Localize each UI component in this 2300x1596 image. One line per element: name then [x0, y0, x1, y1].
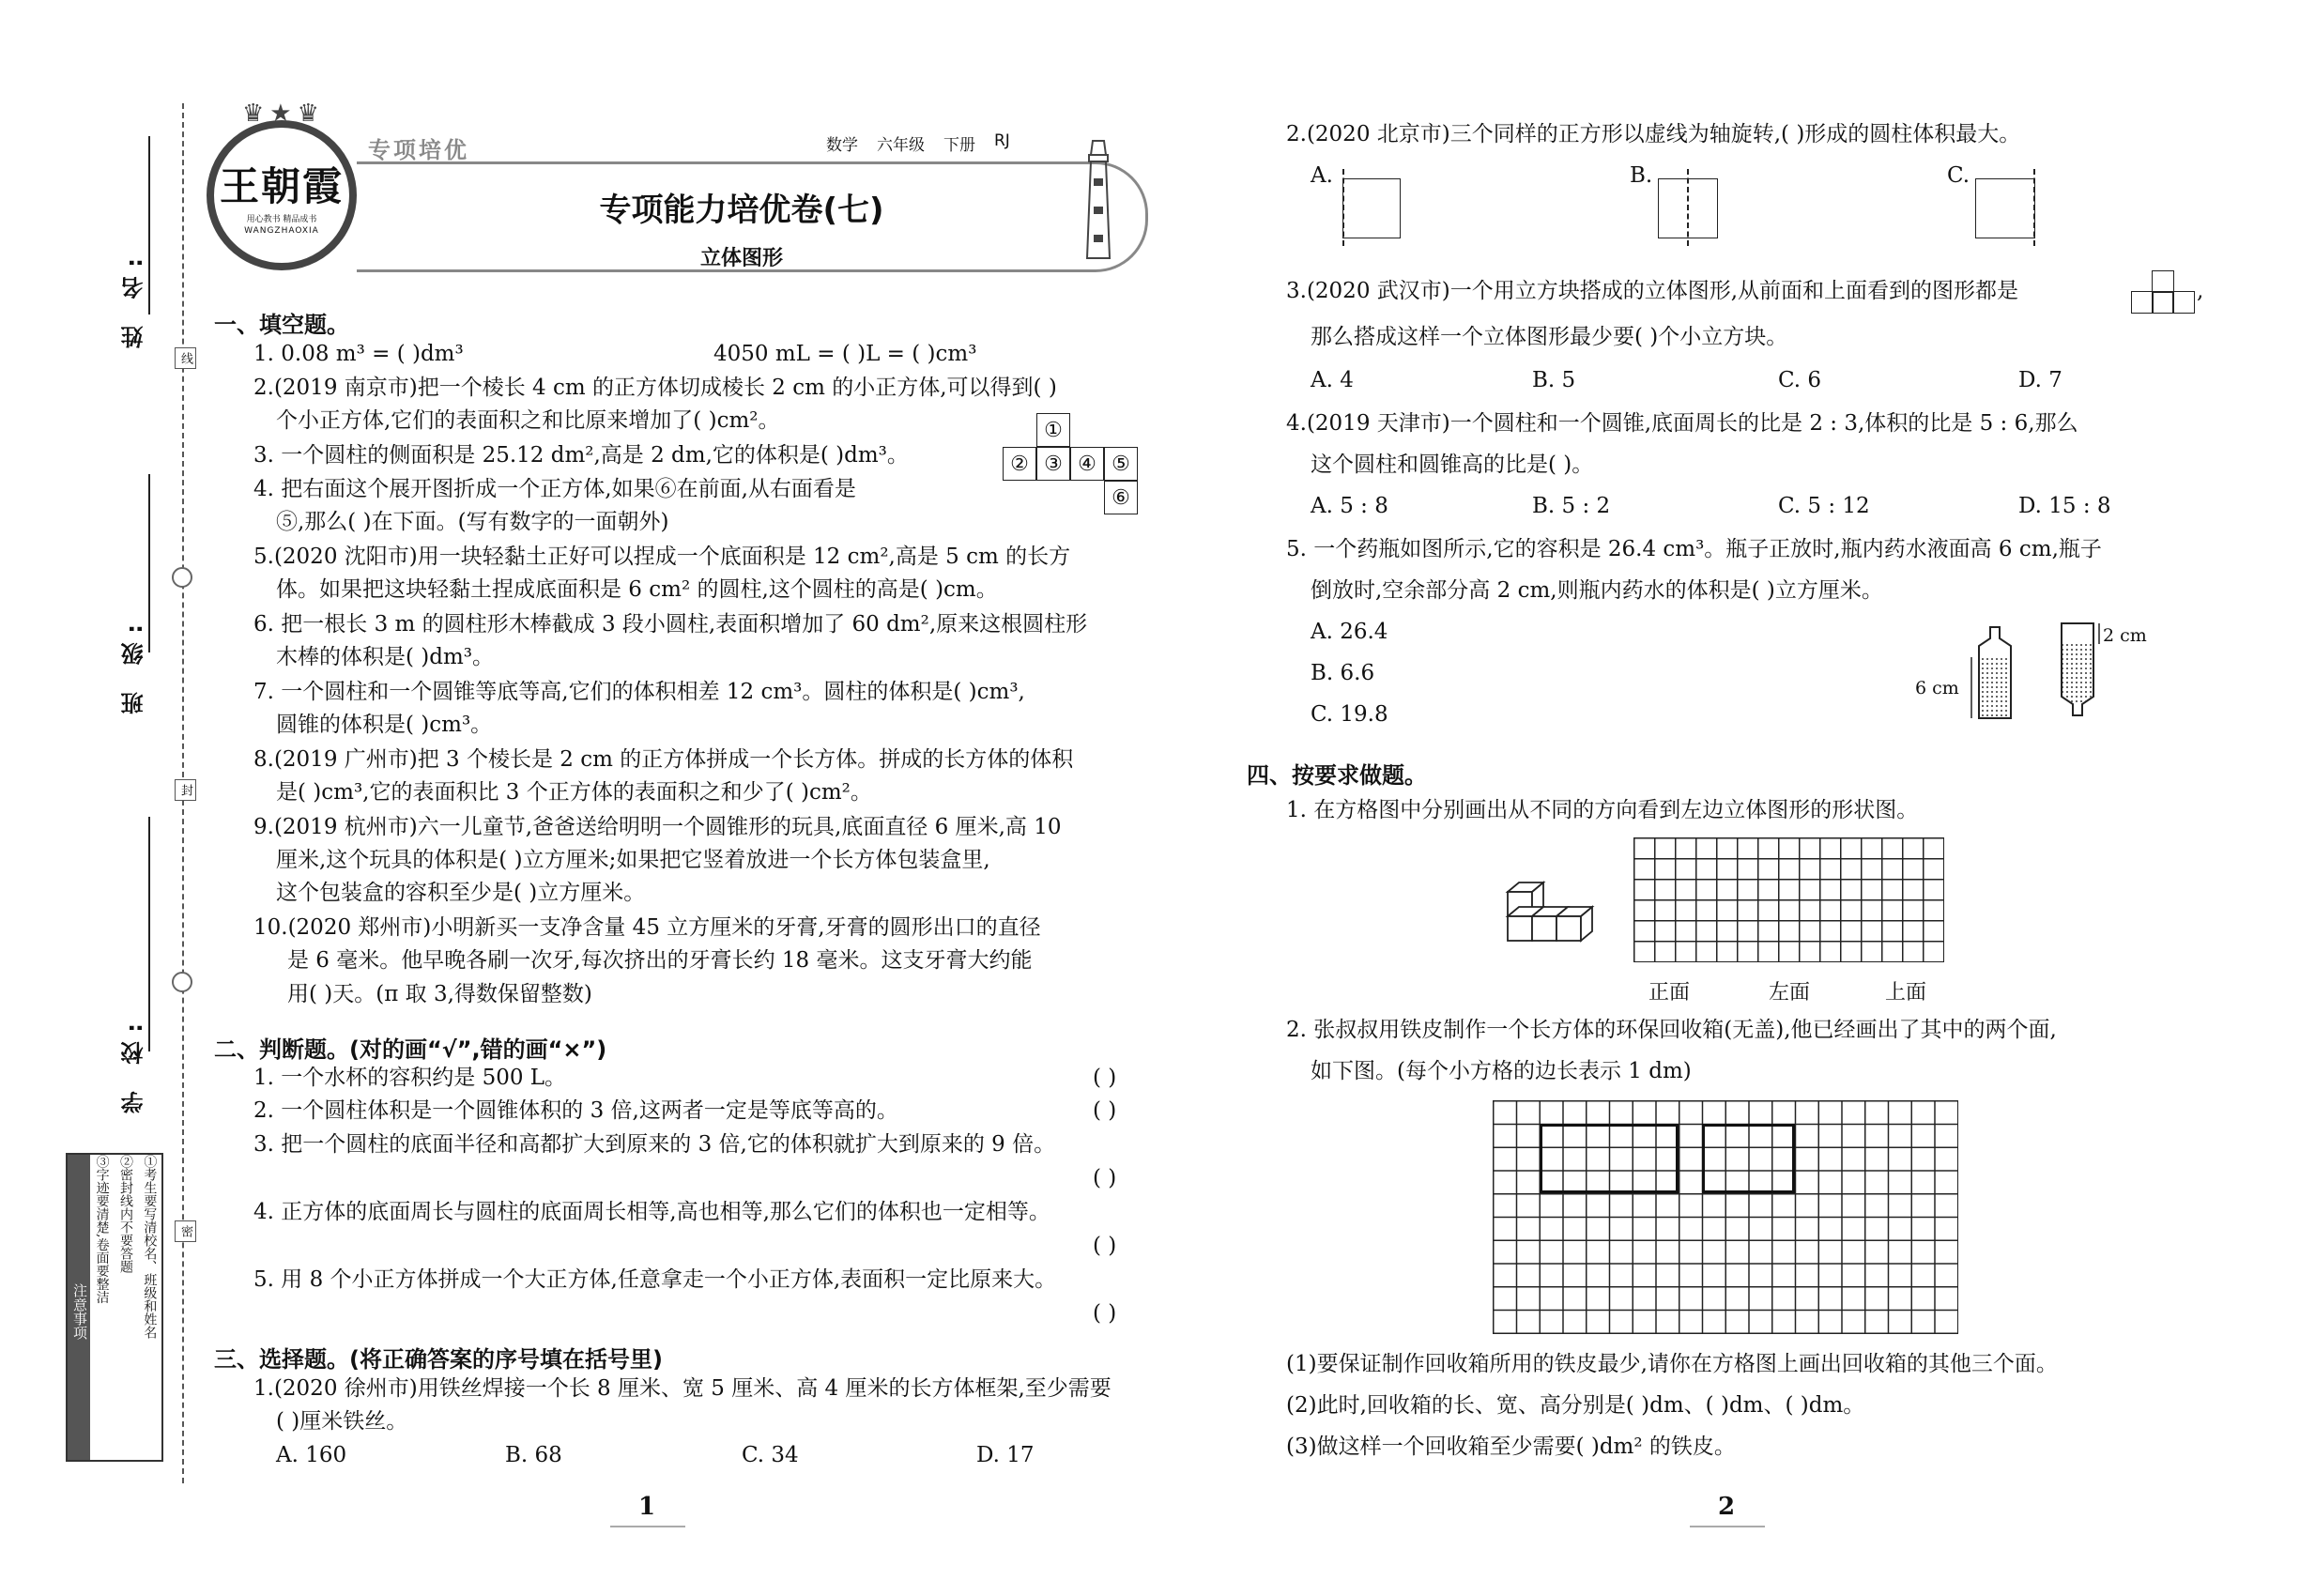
q3-1b: ( )厘米铁丝。: [276, 1409, 408, 1434]
punch-hole-icon: [172, 567, 192, 588]
q3-2: 2.(2020 北京市)三个同样的正方形以虚线为轴旋转,( )形成的圆柱体积最大。: [1286, 122, 2021, 146]
q1-6a: 6. 把一根长 3 m 的圆柱形木棒截成 3 段小圆柱,表面积增加了 60 dm²,原来这根圆柱形: [253, 612, 1088, 637]
q3-1a: 1.(2020 徐州市)用铁丝焊接一个长 8 厘米、宽 5 厘米、高 4 厘米的长方体框架,至少需要: [253, 1376, 1112, 1401]
page-subtitle: 立体图形: [699, 247, 783, 270]
q1-1b: 4050 mL = ( )L = ( )cm³: [713, 342, 977, 366]
net-cell: ④: [1070, 447, 1104, 481]
crown-icon: ♛★♛: [242, 100, 325, 128]
meta-subject: 数学: [826, 136, 858, 155]
q3-3a: 3.(2020 武汉市)一个用立方块搭成的立体图形,从前面和上面看到的图形都是: [1286, 279, 2019, 303]
q3-5a: 5. 一个药瓶如图所示,它的容积是 26.4 cm³。瓶子正放时,瓶内药水液面高 6 cm,瓶子: [1286, 537, 2102, 561]
axis-line: [1687, 169, 1689, 246]
option: A. 26.4: [1311, 620, 1388, 644]
q1-7b: 圆锥的体积是( )cm³。: [276, 713, 493, 737]
q1-9a: 9.(2019 杭州市)六一儿童节,爸爸送给明明一个圆锥形的玩具,底面直径 6 厘米,高 10: [253, 815, 1062, 839]
square-figure-c: [1975, 178, 2035, 238]
drawn-face-1: [1540, 1124, 1679, 1193]
option: A. 160: [276, 1443, 347, 1467]
q1-10b: 是 6 毫米。他早晚各刷一次牙,每次挤出的牙膏长约 18 毫米。这支牙膏大约能: [287, 948, 1033, 973]
q1-7a: 7. 一个圆柱和一个圆锥等底等高,它们的体积相差 12 cm³。圆柱的体积是( )cm³,: [253, 680, 1025, 704]
bottle-label-6cm: 6 cm: [1915, 678, 1959, 698]
net-cell: ⑥: [1104, 481, 1138, 514]
option: A. 5 : 8: [1311, 494, 1388, 518]
q1-4a: 4. 把右面这个展开图折成一个正方体,如果⑥在前面,从右面看是: [253, 477, 856, 501]
lighthouse-icon: [1080, 131, 1117, 263]
grid-label-left: 左面: [1769, 981, 1811, 1005]
axis-line: [1342, 169, 1344, 246]
notice-box: [66, 1153, 163, 1462]
option: C. 5 : 12: [1778, 494, 1870, 518]
option: C. 19.8: [1311, 702, 1388, 727]
drawing-grid-views[interactable]: [1633, 837, 1944, 962]
q4-2a: 2. 张叔叔用铁皮制作一个长方体的环保回收箱(无盖),他已经画出了其中的两个面,: [1286, 1018, 2057, 1042]
option: B. 6.6: [1311, 661, 1375, 685]
section-2-title: 二、判断题。(对的画“√”,错的画“×”): [214, 1036, 607, 1063]
net-cell: ①: [1036, 413, 1070, 447]
q1-5b: 体。如果把这块轻黏土捏成底面积是 6 cm² 的圆柱,这个圆柱的高是( )cm。: [276, 577, 998, 602]
q1-2b: 个小正方体,它们的表面积之和比原来增加了( )cm²。: [276, 408, 780, 433]
answer-paren[interactable]: ( ): [1093, 1066, 1117, 1090]
option: D. 7: [2018, 368, 2062, 392]
q1-4b: ⑤,那么( )在下面。(写有数字的一面朝外): [276, 510, 669, 534]
name-field[interactable]: [148, 136, 150, 315]
meta-grade: 六年级: [877, 136, 925, 155]
option: A. 4: [1311, 368, 1354, 392]
q2-2: 2. 一个圆柱体积是一个圆锥体积的 3 倍,这两者一定是等底等高的。: [253, 1098, 898, 1123]
option: B. 68: [505, 1443, 562, 1467]
cube-net-figure: [986, 413, 1164, 545]
q1-8a: 8.(2019 广州市)把 3 个棱长是 2 cm 的正方体拼成一个长方体。拼成的长方体的体积: [253, 747, 1074, 772]
option: A.: [1311, 163, 1333, 188]
brand-pinyin: WANGZHAOXIA: [244, 225, 319, 236]
grid-label-front: 正面: [1648, 981, 1691, 1005]
q4-2-sub1: (1)要保证制作回收箱所用的铁皮最少,请你在方格图上画出回收箱的其他三个面。: [1286, 1352, 2058, 1376]
cut-mark-xian: 线: [175, 347, 196, 369]
q1-5a: 5.(2020 沈阳市)用一块轻黏土正好可以捏成一个底面积是 12 cm²,高是 5 cm 的长方: [253, 545, 1071, 569]
grid-label-top: 上面: [1885, 981, 1927, 1005]
option: D. 15 : 8: [2018, 494, 2111, 518]
q1-10a: 10.(2020 郑州市)小明新买一支净含量 45 立方厘米的牙膏,牙膏的圆形出口的直径: [253, 915, 1041, 940]
page-title: 专项能力培优卷(七): [599, 192, 884, 229]
cut-mark-mi: 密: [175, 1220, 196, 1242]
drawn-face-2: [1702, 1124, 1795, 1193]
answer-paren[interactable]: ( ): [1093, 1234, 1117, 1258]
class-field[interactable]: [148, 474, 150, 652]
brand-name: 王朝霞: [219, 162, 344, 209]
q2-4: 4. 正方体的底面周长与圆柱的底面周长相等,高也相等,那么它们的体积也一定相等。: [253, 1200, 1050, 1224]
q1-10c: 用( )天。(π 取 3,得数保留整数): [287, 982, 592, 1006]
q2-5: 5. 用 8 个小正方体拼成一个大正方体,任意拿走一个小正方体,表面积一定比原来大。: [253, 1267, 1057, 1292]
q4-2b: 如下图。(每个小方格的边长表示 1 dm): [1311, 1059, 1692, 1083]
q4-1: 1. 在方格图中分别画出从不同的方向看到左边立体图形的形状图。: [1286, 798, 1919, 822]
comma: ,: [2197, 279, 2204, 303]
option: B. 5: [1532, 368, 1576, 392]
q3-4b: 这个圆柱和圆锥高的比是( )。: [1311, 453, 1594, 477]
q3-5b: 倒放时,空余部分高 2 cm,则瓶内药水的体积是( )立方厘米。: [1311, 578, 1883, 603]
q1-3: 3. 一个圆柱的侧面积是 25.12 dm²,高是 2 dm,它的体积是( )dm³。: [253, 443, 909, 468]
q2-1: 1. 一个水杯的容积约是 500 L。: [253, 1066, 567, 1090]
cube-view-figure: [2131, 270, 2193, 312]
school-label: 学 校:: [121, 1014, 147, 1113]
footer-ornament: [1690, 1526, 1765, 1527]
meta-term: 下册: [943, 136, 975, 155]
brand-logo: [207, 120, 357, 270]
cut-mark-feng: 封: [175, 779, 196, 801]
option: C. 34: [742, 1443, 799, 1467]
notice-title: 注意事项: [68, 1155, 90, 1460]
page-number-left: 1: [638, 1493, 656, 1521]
q1-8b: 是( )cm³,它的表面积比 3 个正方体的表面积之和少了( )cm²。: [276, 780, 872, 805]
answer-paren[interactable]: ( ): [1093, 1301, 1117, 1326]
meta-edition: RJ: [994, 131, 1010, 150]
answer-paren[interactable]: ( ): [1093, 1166, 1117, 1190]
school-field[interactable]: [148, 817, 150, 1051]
q3-4a: 4.(2019 天津市)一个圆柱和一个圆锥,底面周长的比是 2 : 3,体积的比是 5 : 6,那么: [1286, 411, 2078, 436]
axis-line: [2033, 169, 2035, 246]
notice-item: ③字迹要清楚,卷面要整洁: [94, 1155, 110, 1304]
q1-6b: 木棒的体积是( )dm³。: [276, 645, 495, 669]
q3-3b: 那么搭成这样一个立体图形最少要( )个小立方块。: [1311, 325, 1788, 349]
punch-hole-icon: [172, 972, 192, 992]
option: C.: [1947, 163, 1970, 188]
q1-2a: 2.(2019 南京市)把一个棱长 4 cm 的正方体切成棱长 2 cm 的小正方体,可以得到( ): [253, 376, 1057, 400]
option: C. 6: [1778, 368, 1822, 392]
solid-figure: [1498, 878, 1602, 953]
q4-2-sub3: (3)做这样一个回收箱至少需要( )dm² 的铁皮。: [1286, 1435, 1736, 1459]
series-label: 专项培优: [368, 137, 469, 163]
q1-9b: 厘米,这个玩具的体积是( )立方厘米;如果把它竖着放进一个长方体包装盒里,: [276, 848, 990, 872]
notice-item: ②密封线内不要答题: [117, 1155, 133, 1273]
option: B.: [1630, 163, 1653, 188]
section-3-title: 三、选择题。(将正确答案的序号填在括号里): [214, 1346, 663, 1373]
meta-info: [826, 131, 1010, 155]
section-4-title: 四、按要求做题。: [1247, 762, 1427, 789]
q1-9c: 这个包装盒的容积至少是( )立方厘米。: [276, 881, 646, 905]
net-cell: ②: [1003, 447, 1036, 481]
net-cell: ③: [1036, 447, 1070, 481]
name-label: 姓 名:: [121, 249, 147, 348]
brand-slogan: 用心教书 精品成书: [246, 214, 317, 224]
section-1-title: 一、填空题。: [214, 312, 349, 338]
answer-paren[interactable]: ( ): [1093, 1098, 1117, 1123]
net-cell: ⑤: [1104, 447, 1138, 481]
q1-1a: 1. 0.08 m³ = ( )dm³: [253, 342, 464, 366]
square-figure-a: [1342, 178, 1401, 238]
q2-3: 3. 把一个圆柱的底面半径和高都扩大到原来的 3 倍,它的体积就扩大到原来的 9 倍。: [253, 1132, 1056, 1157]
class-label: 班 级:: [121, 615, 147, 714]
option: D. 17: [976, 1443, 1035, 1467]
footer-ornament: [610, 1526, 685, 1527]
option: B. 5 : 2: [1532, 494, 1611, 518]
q4-2-sub2: (2)此时,回收箱的长、宽、高分别是( )dm、( )dm、( )dm。: [1286, 1393, 1865, 1418]
notice-item: ①考生要写清校名、班级和姓名: [142, 1155, 158, 1339]
drawing-grid-box[interactable]: [1493, 1100, 1958, 1334]
page-number-right: 2: [1718, 1493, 1736, 1521]
bottle-label-2cm: 2 cm: [2103, 625, 2147, 646]
